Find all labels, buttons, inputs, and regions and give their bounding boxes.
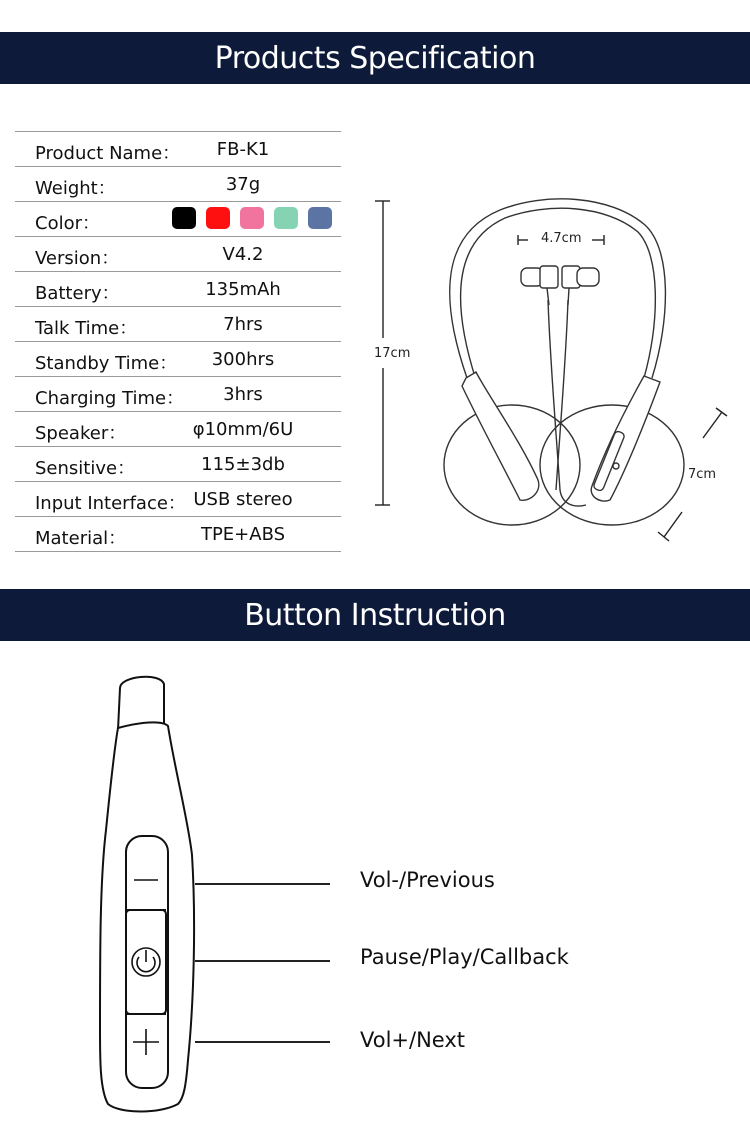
- button-label-pause-play-callback: Pause/Play/Callback: [360, 945, 569, 969]
- spec-value: 115±3db: [201, 454, 285, 475]
- spec-value: 300hrs: [211, 349, 275, 370]
- spec-value: 7hrs: [223, 314, 263, 335]
- spec-label: Talk Time：: [35, 318, 138, 339]
- spec-label: Weight：: [35, 178, 116, 199]
- spec-value: 135mAh: [205, 279, 281, 300]
- dimension-earbud-spacing: 4.7cm: [541, 231, 582, 246]
- spec-label: Product Name：: [35, 143, 181, 164]
- spec-value: φ10mm/6U: [192, 419, 294, 440]
- spec-value: 37g: [225, 174, 261, 195]
- specs-section-title: Products Specification: [0, 32, 750, 84]
- spec-value: V4.2: [222, 244, 264, 265]
- buttons-section-title: Button Instruction: [0, 589, 750, 641]
- button-label-vol-up-next: Vol+/Next: [360, 1028, 466, 1052]
- spec-label: Standby Time：: [35, 353, 178, 374]
- leader-line-power: [195, 960, 330, 962]
- spec-value: FB-K1: [216, 139, 270, 160]
- leader-line-minus: [195, 883, 330, 885]
- spec-label: Color：: [35, 213, 100, 234]
- spec-value: 3hrs: [223, 384, 263, 405]
- spec-label: Version：: [35, 248, 120, 269]
- leader-line-plus: [195, 1041, 330, 1043]
- button-label-vol-down-previous: Vol-/Previous: [360, 868, 495, 892]
- spec-label: Charging Time：: [35, 388, 185, 409]
- dimension-height: 17cm: [374, 346, 411, 361]
- spec-value: USB stereo: [193, 489, 293, 510]
- spec-label: Material：: [35, 528, 127, 549]
- spec-label: Battery：: [35, 283, 120, 304]
- spec-value: TPE+ABS: [200, 524, 286, 545]
- spec-label: Speaker：: [35, 423, 127, 444]
- dimension-depth: 7cm: [688, 467, 717, 482]
- spec-label: Sensitive：: [35, 458, 136, 479]
- spec-label: Input Interface：: [35, 493, 186, 514]
